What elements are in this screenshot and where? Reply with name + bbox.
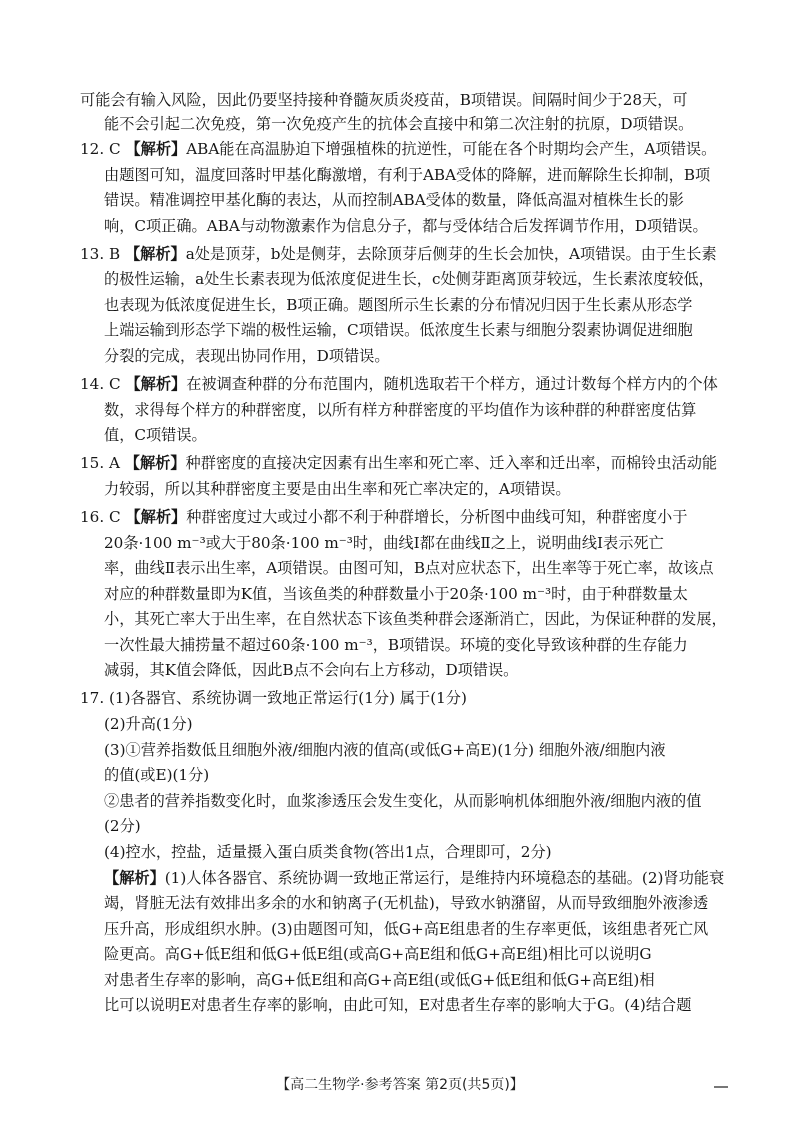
analysis-label: 【解析】 [104, 869, 165, 887]
text-line: ②患者的营养指数变化时，血浆渗透压会发生变化，从而影响机体细胞外液/细胞内液的值 [104, 792, 702, 810]
analysis-line: 【解析】(1)人体各器官、系统协调一致地正常运行，是维持内环境稳态的基础。(2)肾功能衰 [104, 869, 725, 887]
analysis-label: 【解析】 [124, 454, 186, 472]
analysis-label: 【解析】 [125, 375, 187, 393]
text-line: 对应的种群数量即为K值，当该鱼类的种群数量小于20条·100 m⁻³时，由于种群数量太 [104, 585, 688, 603]
question-17-line: 17. (1)各器官、系统协调一致地正常运行(1分) 属于(1分) [80, 689, 467, 707]
corner-mark [714, 1086, 728, 1088]
text-line: 分裂的完成，表现出协同作用，D项错误。 [104, 347, 390, 365]
text-line: (2分) [104, 817, 141, 835]
text-line: 对患者生存率的影响，高G+低E组和高G+高E组(或低G+低E组和低G+高E组)相 [104, 971, 655, 989]
text-line: 竭，肾脏无法有效排出多余的水和钠离子(无机盐)，导致水钠潴留，从而导致细胞外液渗透 [104, 894, 709, 912]
question-14-line: 14. C 【解析】在被调查种群的分布范围内，随机选取若干个样方，通过计数每个样方内的个体 [80, 375, 718, 393]
text-line: 上端运输到形态学下端的极性运输，C项错误。低浓度生长素与细胞分裂素协调促进细胞 [104, 321, 693, 339]
text-line: 也表现为低浓度促进生长，B项正确。题图所示生长素的分布情况归因于生长素从形态学 [104, 296, 693, 314]
analysis-label: 【解析】 [125, 508, 187, 526]
text-line: 一次性最大捕捞量不超过60条·100 m⁻³，B项错误。环境的变化导致该种群的生存能力 [104, 636, 688, 654]
text-line: 率，曲线Ⅱ表示出生率，A项错误。由图可知，B点对应状态下，出生率等于死亡率，故该点 [104, 559, 714, 577]
text-line: 数，求得每个样方的种群密度，以所有样方种群密度的平均值作为该种群的种群密度估算 [104, 401, 697, 419]
text-line: 小，其死亡率大于出生率，在自然状态下该鱼类种群会逐渐消亡，因此，为保证种群的发展， [104, 610, 727, 628]
text-line: (4)控水，控盐，适量摄入蛋白质类食物(答出1点，合理即可，2分) [104, 843, 552, 861]
text-line: 错误。精准调控甲基化酶的表达，从而控制ABA受体的数量，降低高温对植株生长的影 [104, 191, 684, 209]
text-line: 的极性运输，a处生长素表现为低浓度促进生长，c处侧芽距离顶芽较远，生长素浓度较低， [104, 270, 714, 288]
text-line: 比可以说明E对患者生存率的影响，由此可知，E对患者生存率的影响大于G。(4)结合题 [104, 996, 692, 1014]
analysis-label: 【解析】 [124, 245, 186, 263]
question-15-line: 15. A 【解析】种群密度的直接决定因素有出生率和死亡率、迁入率和迁出率，而棉铃虫活动能 [80, 454, 718, 472]
text-line: 值，C项错误。 [104, 426, 207, 444]
text-line: 由题图可知，温度回落时甲基化酶激增，有利于ABA受体的降解，进而解除生长抑制，B项 [104, 166, 711, 184]
question-12-line: 12. C 【解析】ABA能在高温胁迫下增强植株的抗逆性，可能在各个时期均会产生，A项错误。 [80, 140, 717, 158]
text-line: 力较弱，所以其种群密度主要是由出生率和死亡率决定的，A项错误。 [104, 480, 571, 498]
page-footer: 【高二生物学·参考答案 第2页(共5页)】 [276, 1077, 524, 1093]
text-line: (2)升高(1分) [104, 715, 193, 733]
question-16-line: 16. C 【解析】种群密度过大或过小都不利于种群增长，分析图中曲线可知，种群密度小于 [80, 508, 688, 526]
text-line: (3)①营养指数低且细胞外液/细胞内液的值高(或低G+高E)(1分) 细胞外液/细胞内液 [104, 741, 666, 759]
text-line: 压升高，形成组织水肿。(3)由题图可知，低G+高E组患者的生存率更低，该组患者死亡风 [104, 920, 709, 938]
text-line: 险更高。高G+低E组和低G+低E组(或高G+高E组和低G+高E组)相比可以说明G [104, 945, 652, 963]
text-line: 的值(或E)(1分) [104, 766, 210, 784]
text-line: 能不会引起二次免疫，第一次免疫产生的抗体会直接中和第二次注射的抗原，D项错误。 [104, 115, 694, 133]
text-line: 20条·100 m⁻³或大于80条·100 m⁻³时，曲线Ⅰ都在曲线Ⅱ之上，说明曲线Ⅰ表示死亡 [104, 534, 664, 552]
text-line: 减弱，其K值会降低，因此B点不会向右上方移动，D项错误。 [104, 661, 519, 679]
question-13-line: 13. B 【解析】a处是顶芽，b处是侧芽，去除顶芽后侧芽的生长会加快，A项错误。由于生长素 [80, 245, 717, 263]
analysis-label: 【解析】 [125, 140, 187, 158]
text-line: 响，C项正确。ABA与动物激素作为信息分子，都与受体结合后发挥调节作用，D项错误。 [104, 217, 708, 235]
text-line: 可能会有输入风险，因此仍要坚持接种脊髓灰质炎疫苗，B项错误。间隔时间少于28天，可 [80, 91, 688, 109]
